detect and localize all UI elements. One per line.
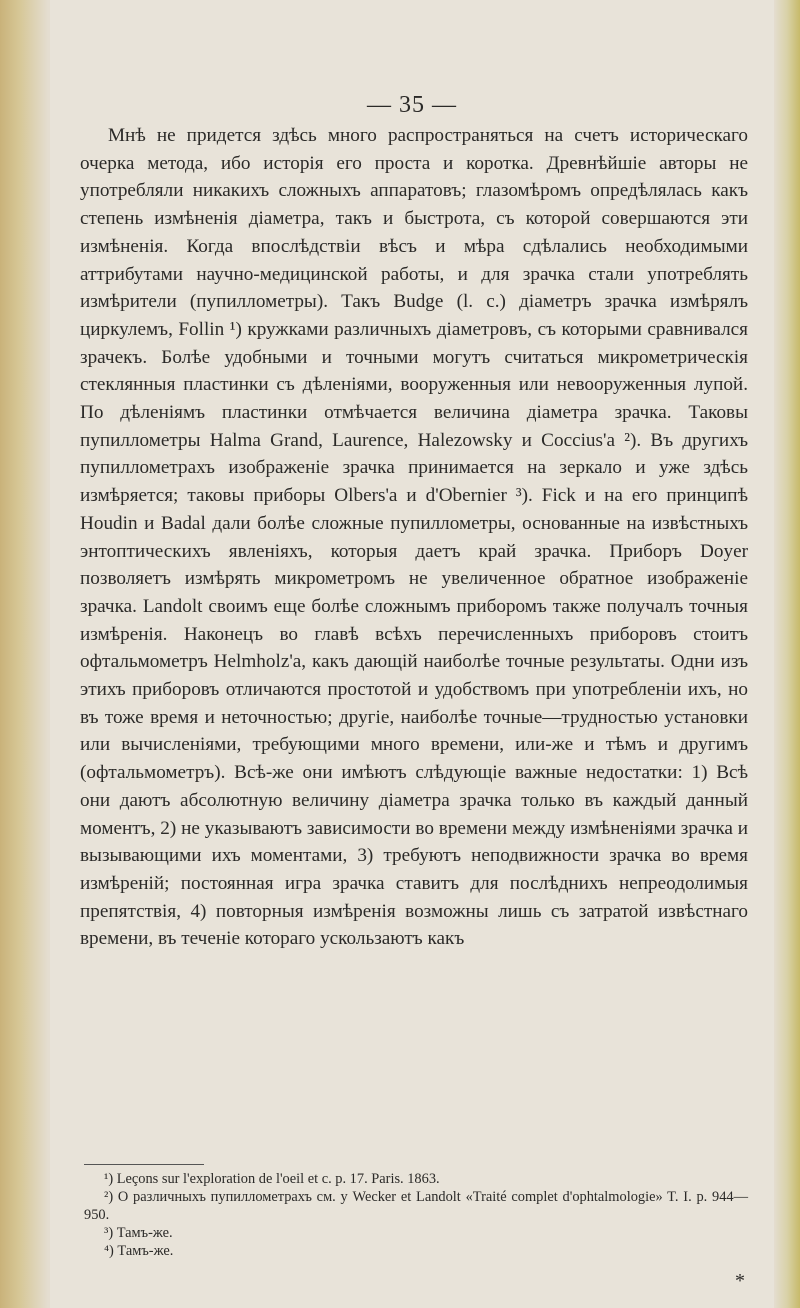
footnote-4: ⁴) Тамъ-же. <box>104 1243 174 1259</box>
footnote-rule <box>84 1164 204 1165</box>
footnote-3: ³) Тамъ-же. <box>104 1225 173 1241</box>
page-number: — 35 — <box>367 92 457 118</box>
book-page <box>50 0 774 1308</box>
scan-edge-right <box>774 0 800 1308</box>
body-text <box>80 122 748 953</box>
paragraph: Мнѣ не придется здѣсь много распространяться на счетъ историческаго очерка метода, ибо исторія его проста и коротка. Древнѣйшіе авторы не употребляли никакихъ сложныхъ аппаратовъ; глазомѣромъ опредѣлялась какъ степень измѣненія діаметра, такъ и быстрота, съ которой совершаются эти измѣненія. Когда впослѣдствіи вѣсъ и мѣра сдѣлались необходимыми аттрибутами научно-медицинской работы, и для зрачка стали употреблять измѣрители (пупиллометры). Такъ Budge (l. c.) діаметръ зрачка измѣрялъ циркулемъ, Follin ¹) кружками различныхъ діаметровъ, съ которыми сравнивался зрачекъ. Болѣе удобными и точными могутъ считаться микрометрическія стеклянныя пластинки съ дѣленіями, вооруженныя или невооруженныя лупой. По дѣленіямъ пластинки отмѣчается величина діаметра зрачка. Таковы пупиллометры Halma Grand, Laurence, Halezowsky и Coccius'a ²). Въ другихъ пупиллометрахъ изображеніе зрачка принимается на зеркало и уже здѣсь измѣряется; таковы приборы Olbers'a и d'Obernier ³). Fick и на его принципѣ Houdin и Badal дали болѣе сложные пупиллометры, основанные на извѣстныхъ энтоптическихъ явленіяхъ, которыя даетъ край зрачка. Приборъ Doyer позволяетъ измѣрять микрометромъ не увеличенное обратное изображеніе зрачка. Landolt своимъ еще болѣе сложнымъ приборомъ также получалъ точныя измѣренія. Наконецъ во главѣ всѣхъ перечисленныхъ приборовъ стоитъ офтальмометръ Helmholz'a, какъ дающій наиболѣе точные результаты. Одни изъ этихъ приборовъ отличаются простотой и удобствомъ при употребленіи ихъ, но въ тоже время и неточностью; другіе, наиболѣе точные—трудностью установки или вычисленіями, требующими много времени, или-же и тѣмъ и другимъ (офтальмометръ). Всѣ-же они имѣютъ слѣдующіе важные недостатки: 1) Всѣ они даютъ абсолютную величину діаметра зрачка только въ каждый данный моментъ, 2) не указываютъ зависимости во времени между измѣненіями зрачка и вызывающими ихъ моментами, 3) требуютъ неподвижности зрачка во время измѣреній; постоянная игра зрачка ставитъ для послѣднихъ непреодолимыя препятствія, 4) повторныя измѣренія возможны лишь съ затратой извѣстнаго времени, въ теченіе котораго ускользаютъ какъ <box>80 125 748 950</box>
footnote-2: ²) О различныхъ пупиллометрахъ см. у Wecker et Landolt «Traité complet d'ophtalmologie» T. I. p. 944—950. <box>84 1189 748 1223</box>
signature-mark: * <box>735 1270 745 1292</box>
footnotes <box>84 1170 748 1260</box>
scan-edge-left <box>0 0 48 1308</box>
footnote-1: ¹) Leçons sur l'exploration de l'oeil et c. p. 17. Paris. 1863. <box>104 1171 440 1187</box>
